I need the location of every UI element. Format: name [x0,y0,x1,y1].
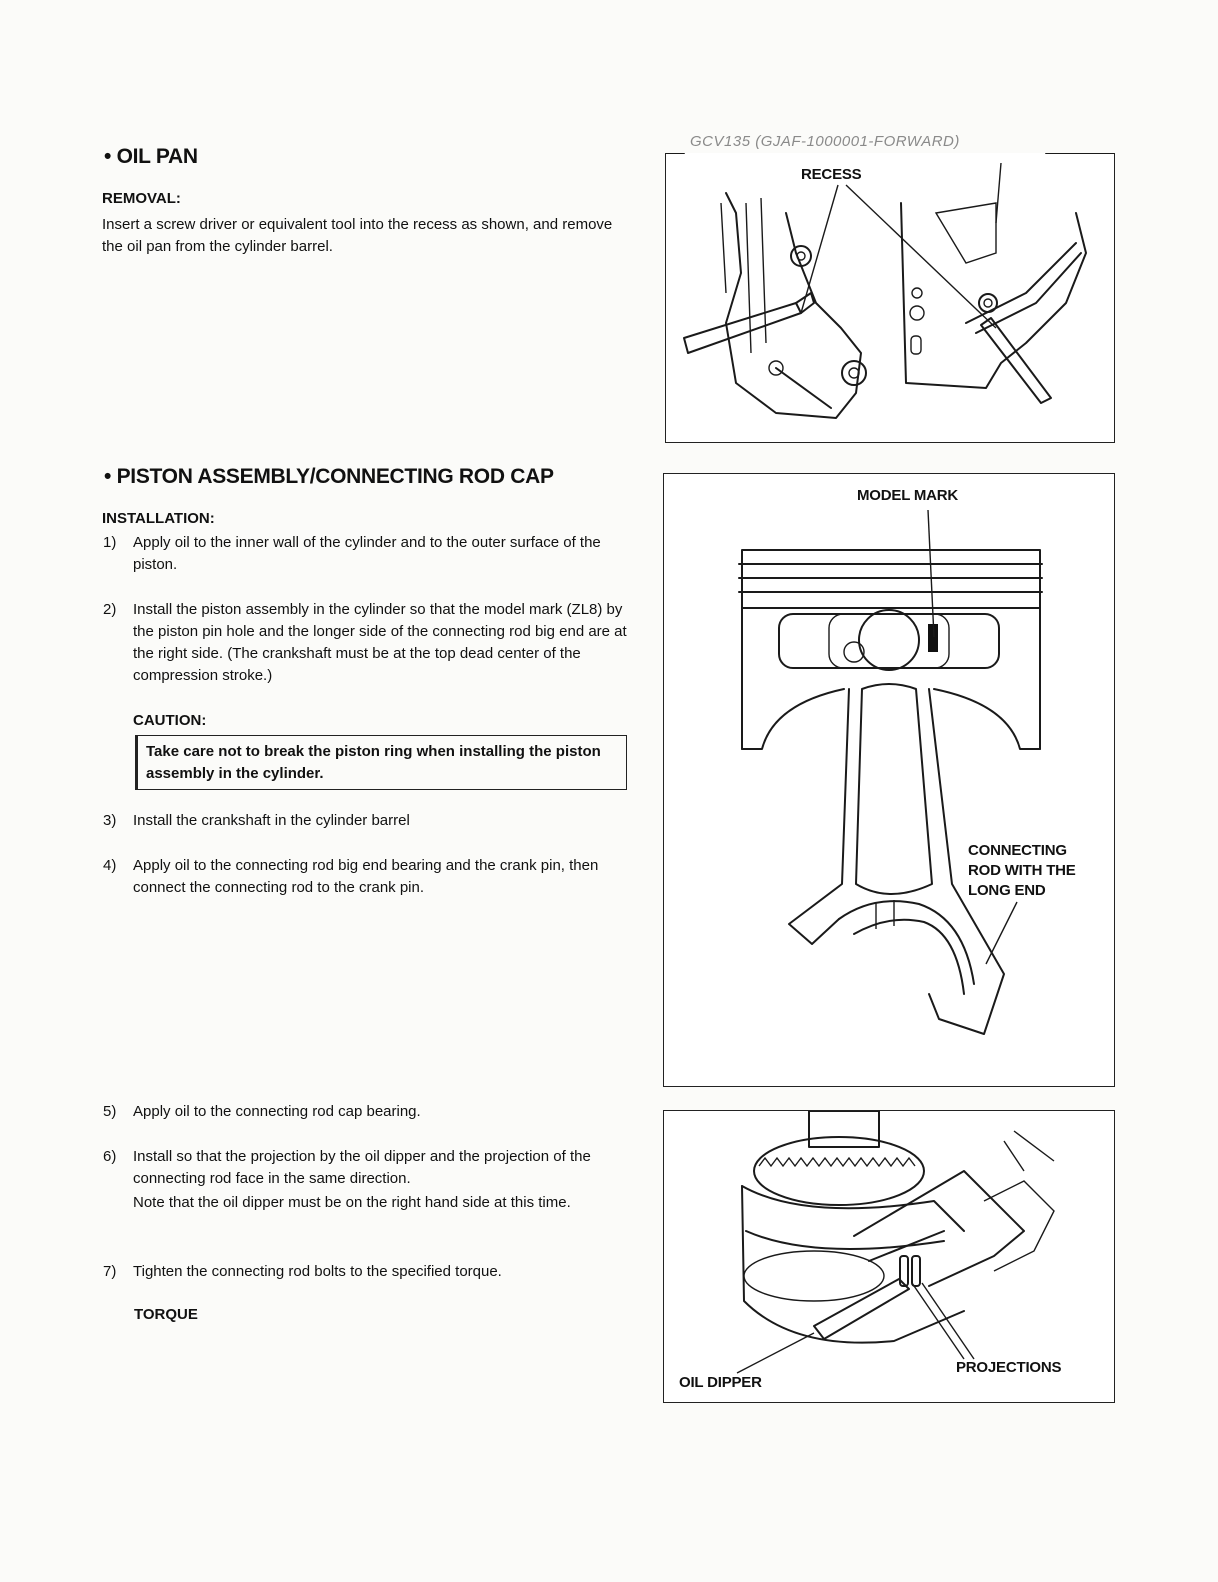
step-text: Install the piston assembly in the cylinder so that the model mark (ZL8) by the piston pin hole and the longer side of the connecting rod big end are at the right side. (The crankshaft must be at the top dead center of the compression stroke.) [133,601,627,684]
step-text: Note that the oil dipper must be on the right hand side at this time. [133,1194,571,1211]
step-text: Apply oil to the inner wall of the cylinder and to the outer surface of the piston. [133,534,601,573]
installation-subheading: INSTALLATION: [102,510,215,527]
piston-heading: • PISTON ASSEMBLY/CONNECTING ROD CAP [104,465,554,488]
caution-text: Take care not to break the piston ring when installing the piston assembly in the cylinder. [146,743,601,782]
connecting-rod-label [968,841,1076,901]
caution-label: CAUTION: [133,712,207,729]
step-4 [103,855,631,899]
step-text: Tighten the connecting rod bolts to the specified torque. [133,1263,502,1280]
piston-illustration [664,474,1114,1086]
step-5 [103,1101,631,1123]
step-6-note [103,1192,631,1214]
figure-1-caption: GCV135 (GJAF-1000001-FORWARD) [690,133,960,150]
removal-text: Insert a screw driver or equivalent tool into the recess as shown, and remove the oil pan from the cylinder barrel. [102,216,613,255]
step-text: Apply oil to the connecting rod cap bearing. [133,1103,421,1120]
figure-2-piston [663,473,1115,1087]
step-text: Install so that the projection by the oil dipper and the projection of the connecting rod face in the same direction. [133,1148,591,1187]
model-mark-label: MODEL MARK [857,487,959,504]
step-7 [103,1261,631,1283]
figure-1-oil-pan [665,153,1115,443]
step-text: Apply oil to the connecting rod big end bearing and the crank pin, then connect the connecting rod to the crank pin. [133,857,599,896]
oil-pan-illustration [666,153,1114,442]
oil-pan-heading: • OIL PAN [104,145,198,168]
connecting-rod-label-line-2: ROD WITH THE [968,862,1076,879]
removal-subheading: REMOVAL: [102,190,181,207]
step-number: 1) [103,534,117,551]
connecting-rod-label-line-1: CONNECTING [968,842,1067,859]
recess-label: RECESS [801,166,862,183]
projections-label: PROJECTIONS [956,1359,1062,1376]
step-number: 4) [103,857,117,874]
step-6 [103,1146,631,1190]
step-1 [103,532,631,576]
step-number: 7) [103,1263,117,1280]
caution-box [135,735,627,790]
step-number: 2) [103,601,117,618]
step-text: Install the crankshaft in the cylinder barrel [133,812,410,829]
step-number: 3) [103,812,117,829]
figure-3-oil-dipper [663,1110,1115,1403]
step-number: 6) [103,1148,117,1165]
oil-dipper-label: OIL DIPPER [679,1374,762,1391]
step-number: 5) [103,1103,117,1120]
torque-label: TORQUE [134,1306,198,1323]
step-3 [103,810,631,832]
connecting-rod-label-line-3: LONG END [968,882,1046,899]
step-2 [103,599,631,687]
